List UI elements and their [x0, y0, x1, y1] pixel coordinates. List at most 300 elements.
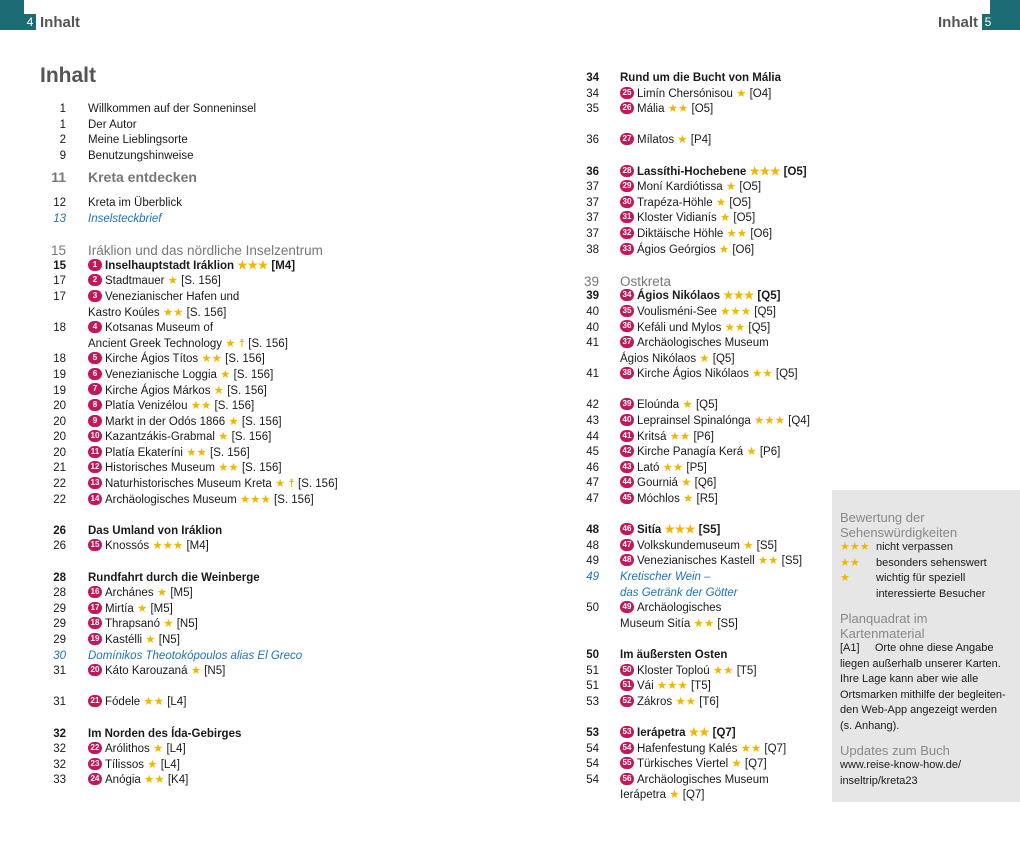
- map-reference: [Q7]: [744, 758, 767, 771]
- toc-entry[interactable]: [40, 633, 460, 649]
- star-icon: ★★: [726, 227, 748, 240]
- spacer: [574, 149, 824, 165]
- entry-title: Lassíthi-Hochebene: [637, 165, 747, 178]
- page-number: 41: [586, 368, 599, 381]
- entry-text: [620, 726, 736, 742]
- sight-number-badge: 30: [620, 196, 634, 208]
- toc-entry[interactable]: [574, 87, 824, 103]
- entry-title: Domínikos Theotokópoulos alias El Greco: [88, 649, 303, 662]
- toc-entry[interactable]: [574, 445, 824, 461]
- toc-entry[interactable]: [574, 773, 824, 789]
- entry-title: Ágios Nikólaos: [620, 352, 697, 365]
- entry-text: [88, 758, 180, 774]
- entry-title: Ostkreta: [620, 273, 672, 289]
- entry-text: [620, 274, 671, 290]
- star-icon: ★★★: [720, 305, 752, 318]
- page-number: 49: [586, 571, 599, 583]
- entry-title: Mália: [637, 103, 665, 116]
- entry-title: Moní Kardiótissa: [637, 181, 723, 194]
- entry-title: Türkisches Viertel: [637, 758, 729, 771]
- sight-number-badge: 54: [620, 742, 634, 754]
- sight-number-badge: 22: [88, 742, 102, 754]
- page-number: 54: [586, 742, 599, 755]
- entry-title: Museum Sitía: [620, 617, 691, 630]
- entry-text: [88, 727, 241, 743]
- page-number: 34: [586, 87, 599, 100]
- star-icon: ★★★: [656, 680, 688, 693]
- sight-number-badge: 56: [620, 773, 634, 785]
- entry-text: [88, 446, 250, 462]
- page-number: 29: [53, 634, 66, 646]
- star-icon: ★: [163, 618, 174, 631]
- map-reference: [K4]: [167, 774, 189, 787]
- toc-entry[interactable]: [40, 196, 460, 212]
- toc-entry[interactable]: [40, 586, 460, 602]
- star-icon: ★: [743, 539, 754, 552]
- star-icon: ★: [275, 478, 286, 491]
- map-reference: [P5]: [686, 461, 707, 474]
- toc-entry[interactable]: [574, 227, 824, 243]
- sight-number-badge: 21: [88, 695, 102, 707]
- spacer: [574, 258, 824, 274]
- toc-entry[interactable]: [574, 352, 824, 368]
- toc-entry[interactable]: [574, 742, 824, 758]
- plan-title: Planquadrat im Kartenmaterial: [840, 611, 928, 641]
- star-icon: ★★: [724, 321, 746, 334]
- star-icon: ★★: [190, 400, 212, 413]
- page-number: 28: [53, 587, 66, 600]
- page-number: 31: [53, 696, 66, 709]
- entry-title: Archäologisches Museum: [637, 773, 769, 786]
- entry-text: [88, 524, 222, 540]
- toc-entry[interactable]: [574, 601, 824, 617]
- toc-entry[interactable]: [40, 133, 460, 149]
- plan-line: Ihre Lage kann aber wie alle: [840, 673, 979, 685]
- entry-text: [88, 149, 194, 165]
- toc-entry[interactable]: [40, 617, 460, 633]
- map-reference: [O5]: [783, 165, 807, 178]
- page-number: 11: [51, 169, 66, 186]
- entry-title: Móchlos: [637, 493, 680, 506]
- entry-title: Anógia: [105, 774, 141, 787]
- entry-text: [620, 788, 704, 804]
- entry-text: [620, 211, 755, 227]
- toc-entry[interactable]: [574, 133, 824, 149]
- map-reference: [N5]: [204, 665, 226, 678]
- toc-entry[interactable]: [574, 211, 824, 227]
- entry-title: Limín Chersónisou: [637, 87, 733, 100]
- entry-text: [88, 243, 323, 259]
- map-reference: [S. 156]: [210, 446, 250, 459]
- page-number: 28: [53, 571, 66, 584]
- map-reference: [S. 156]: [241, 462, 282, 475]
- updates-link[interactable]: www.reise-know-how.de/: [840, 759, 962, 771]
- page-number: 34: [586, 72, 599, 84]
- entry-text: [620, 430, 714, 446]
- toc-entry[interactable]: [40, 649, 460, 665]
- sight-number-badge: 4: [88, 321, 102, 333]
- toc-entry[interactable]: [40, 524, 460, 540]
- entry-text: [88, 602, 173, 618]
- toc-entry[interactable]: [40, 430, 460, 446]
- entry-title: Das Umland von Iráklion: [88, 524, 223, 537]
- toc-entry[interactable]: [574, 180, 824, 196]
- entry-text: [88, 384, 267, 400]
- entry-text: [620, 757, 767, 773]
- map-reference: [O5]: [729, 196, 752, 209]
- toc-entry[interactable]: [574, 554, 824, 570]
- page-number: 37: [586, 196, 599, 209]
- updates-link[interactable]: inseltrip/kreta23: [840, 774, 918, 787]
- map-reference: [O5]: [691, 103, 714, 116]
- toc-entry[interactable]: [574, 664, 824, 680]
- toc-entry[interactable]: [40, 164, 460, 190]
- toc-entry[interactable]: [40, 384, 460, 400]
- toc-entry[interactable]: [40, 415, 460, 431]
- toc-entry[interactable]: [574, 289, 824, 305]
- map-reference: [O6]: [732, 243, 755, 256]
- toc-entry[interactable]: [40, 571, 460, 587]
- star-icon: ★★: [144, 774, 165, 787]
- star-icon: ★: [746, 446, 757, 459]
- toc-entry[interactable]: [574, 476, 824, 492]
- star-icon: ★: [145, 634, 156, 646]
- entry-title: Kirche Panagía Kerá: [637, 446, 744, 459]
- entry-title: Kirche Ágios Títos: [105, 353, 199, 366]
- entry-text: [88, 477, 338, 493]
- toc-entry[interactable]: [40, 212, 460, 228]
- rating-title-line-1: Bewertung der: [840, 510, 925, 525]
- sight-number-badge: 46: [620, 523, 634, 535]
- plan-line: (s. Anhang).: [840, 719, 900, 732]
- sight-number-badge: 53: [620, 726, 634, 738]
- toc-entry[interactable]: [40, 695, 460, 711]
- entry-title: Kretischer Wein –: [620, 571, 711, 583]
- toc-entry[interactable]: [40, 664, 460, 680]
- map-reference: [T5]: [736, 664, 757, 677]
- star-icon: ★★: [757, 555, 779, 568]
- star-icon: ★★: [675, 695, 696, 708]
- entry-text: [620, 523, 720, 539]
- rating-label: wichtig für speziell: [876, 572, 966, 584]
- sight-number-badge: 28: [620, 165, 634, 177]
- page-number: 40: [586, 305, 599, 318]
- toc-entry[interactable]: [574, 196, 824, 212]
- page-number: 22: [53, 493, 66, 506]
- sight-number-badge: 47: [620, 539, 634, 551]
- spacer: [40, 555, 460, 571]
- entry-text: [620, 71, 781, 87]
- toc-entry[interactable]: [574, 648, 824, 664]
- page-number: 50: [586, 648, 599, 661]
- sight-number-badge: 1: [88, 259, 102, 271]
- entry-text: [620, 664, 757, 680]
- star-icon: ★★★: [237, 259, 269, 272]
- entry-text: [88, 133, 188, 149]
- sight-number-badge: 34: [620, 289, 634, 301]
- toc-entry[interactable]: [40, 446, 460, 462]
- toc-entry[interactable]: [574, 679, 824, 695]
- entry-text: [88, 102, 256, 118]
- toc-entry[interactable]: [40, 742, 460, 758]
- toc-entry[interactable]: [40, 461, 460, 477]
- entry-title: Archäologisches Museum: [637, 337, 769, 350]
- toc-entry[interactable]: [574, 523, 824, 539]
- map-reference: [S5]: [698, 524, 721, 537]
- rating-row: [840, 571, 1012, 587]
- entry-title: Kreta im Überblick: [88, 197, 182, 210]
- entry-title: Inselhauptstadt Iráklion: [105, 259, 235, 272]
- page-number: 26: [53, 524, 66, 537]
- map-reference: [N5]: [176, 618, 198, 631]
- toc-entry[interactable]: [40, 399, 460, 415]
- entry-title: Mílatos: [637, 134, 675, 147]
- entry-text: [88, 586, 193, 602]
- entry-title: Zákros: [637, 695, 673, 708]
- entry-title: Volkskundemuseum: [637, 539, 740, 552]
- sight-number-badge: 50: [620, 664, 634, 676]
- toc-entry[interactable]: [574, 539, 824, 555]
- entry-text: [620, 102, 713, 118]
- entry-title: Der Autor: [88, 118, 137, 131]
- toc-entry[interactable]: [574, 336, 824, 352]
- star-icon: ★★: [752, 368, 773, 381]
- rating-label: besonders sehenswert: [876, 556, 987, 569]
- star-icon: ★★: [201, 353, 222, 366]
- page-number: 54: [586, 758, 599, 771]
- entry-title: Eloúnda: [637, 399, 680, 412]
- sight-number-badge: 29: [620, 180, 634, 192]
- entry-title: Káto Karouzaná: [105, 665, 188, 678]
- star-icon: ★: [218, 431, 229, 444]
- map-reference: [Q5]: [757, 290, 781, 303]
- entry-text: [620, 227, 772, 243]
- star-icon: ★: [213, 384, 224, 397]
- toc-entry[interactable]: [574, 617, 824, 633]
- sight-number-badge: 40: [620, 414, 634, 426]
- map-reference: [O5]: [739, 181, 762, 194]
- page-number: 37: [586, 212, 599, 225]
- map-reference: [T5]: [690, 680, 711, 693]
- toc-entry[interactable]: [40, 321, 460, 337]
- toc-entry[interactable]: [574, 243, 824, 259]
- page-number: 15: [50, 243, 66, 259]
- map-reference: [Q4]: [788, 415, 810, 428]
- sight-number-badge: 37: [620, 336, 634, 348]
- toc-entry[interactable]: [40, 477, 460, 493]
- toc-entry[interactable]: [574, 570, 824, 586]
- page-number: 18: [53, 322, 66, 335]
- entry-text: [620, 586, 738, 602]
- entry-title: Inselsteckbrief: [88, 212, 162, 225]
- toc-entry[interactable]: [574, 726, 824, 742]
- sight-number-badge: 55: [620, 757, 634, 769]
- plan-line: Ortsmarken mithilfe der begleiten-: [840, 688, 1006, 701]
- star-icon: ★★★: [664, 524, 696, 537]
- toc-entry[interactable]: [40, 337, 460, 353]
- sight-number-badge: 49: [620, 601, 634, 613]
- toc-entry[interactable]: [574, 274, 824, 290]
- entry-text: [620, 305, 776, 321]
- toc-entry[interactable]: [40, 368, 460, 384]
- spacer: [574, 118, 824, 134]
- toc-entry[interactable]: [574, 430, 824, 446]
- sight-number-badge: 11: [88, 446, 102, 458]
- entry-text: [620, 773, 769, 789]
- toc-entry[interactable]: [40, 602, 460, 618]
- family-icon: ☨: [238, 337, 246, 350]
- entry-text: [88, 571, 260, 587]
- plan-line: [A1] Orte ohne diese Angabe: [840, 642, 994, 654]
- page-number: 51: [586, 664, 599, 677]
- sight-number-badge: 5: [88, 352, 102, 364]
- entry-text: [620, 336, 769, 352]
- star-icon: ★★: [712, 664, 734, 677]
- entry-title: Trapéza-Höhle: [637, 196, 713, 209]
- page-number: 43: [586, 415, 599, 428]
- toc-entry[interactable]: [574, 492, 824, 508]
- page-number: 1: [59, 118, 66, 131]
- entry-title: Mirtía: [105, 602, 134, 615]
- toc-entry[interactable]: [40, 306, 460, 322]
- sight-number-badge: 24: [88, 773, 102, 785]
- page-number: 20: [53, 431, 66, 444]
- spacer: [574, 710, 824, 726]
- toc-entry[interactable]: [40, 118, 460, 134]
- page-number: 22: [53, 478, 66, 491]
- star-icon: ★★: [162, 306, 184, 319]
- entry-title: Archäologisches Museum: [105, 493, 237, 506]
- map-reference: [Q5]: [748, 321, 771, 334]
- star-icon: ★★: [740, 742, 762, 755]
- toc-entry[interactable]: [574, 321, 824, 337]
- toc-entry[interactable]: [40, 727, 460, 743]
- entry-title: Platía Venizélou: [105, 400, 188, 413]
- sight-number-badge: 39: [620, 398, 634, 410]
- entry-text: [620, 742, 786, 758]
- entry-text: [620, 352, 735, 368]
- page-number: 19: [53, 368, 66, 381]
- star-icon: ★★: [688, 726, 710, 739]
- map-reference: [P6]: [693, 430, 714, 443]
- page-number: 48: [586, 524, 599, 537]
- toc-entry[interactable]: [40, 290, 460, 306]
- sight-number-badge: 33: [620, 243, 634, 255]
- toc-entry[interactable]: [574, 305, 824, 321]
- star-icon: ★★: [218, 462, 239, 475]
- toc-entry[interactable]: [574, 757, 824, 773]
- map-reference: [M5]: [150, 602, 173, 615]
- entry-title: Hafenfestung Kalés: [637, 742, 738, 755]
- rating-row: [840, 556, 1012, 572]
- page-number: 44: [586, 430, 599, 443]
- right-page-tab: [990, 0, 1020, 30]
- entry-title: Iráklion und das nördliche Inselzentrum: [88, 243, 323, 259]
- sight-number-badge: 52: [620, 695, 634, 707]
- entry-text: [620, 243, 754, 259]
- spacer: [40, 228, 460, 244]
- toc-entry[interactable]: [40, 259, 460, 275]
- toc-entry[interactable]: [40, 243, 460, 259]
- entry-text: [88, 493, 314, 509]
- entry-text: [88, 415, 282, 431]
- page-number: 47: [586, 477, 599, 490]
- entry-title: Tílissos: [105, 758, 144, 771]
- toc-entry[interactable]: [574, 414, 824, 430]
- toc-entry[interactable]: [40, 274, 460, 290]
- sight-number-badge: 3: [88, 290, 102, 302]
- entry-text: [620, 695, 719, 711]
- star-icon: ★: [136, 602, 148, 615]
- page-number: 41: [586, 337, 599, 350]
- plan-line: den Web-App angezeigt werden: [840, 704, 997, 716]
- toc-entry[interactable]: [40, 352, 460, 368]
- entry-title: Kefáli und Mylos: [637, 321, 722, 334]
- toc-entry[interactable]: [574, 165, 824, 181]
- entry-title: Kotsanas Museum of: [105, 322, 214, 335]
- toc-entry[interactable]: [574, 788, 824, 804]
- map-reference: [S. 156]: [298, 478, 338, 491]
- family-icon: ☨: [288, 478, 295, 491]
- toc-entry[interactable]: [574, 367, 824, 383]
- toc-entry[interactable]: [40, 493, 460, 509]
- toc-entry[interactable]: [574, 586, 824, 602]
- sight-number-badge: 10: [88, 430, 102, 442]
- sight-number-badge: 44: [620, 476, 634, 488]
- map-reference: [L4]: [166, 743, 186, 756]
- toc-entry[interactable]: [574, 398, 824, 414]
- toc-entry[interactable]: [40, 102, 460, 118]
- map-reference: [S. 156]: [227, 384, 267, 397]
- entry-title: Ágios Geórgios: [637, 243, 716, 256]
- map-reference: [Q5]: [712, 352, 735, 365]
- entry-title: Knossós: [105, 540, 150, 553]
- sight-number-badge: 7: [88, 383, 102, 395]
- entry-title: Kloster Toploú: [637, 664, 710, 677]
- toc-entry[interactable]: [40, 773, 460, 789]
- star-icon: ★: [152, 743, 164, 756]
- star-icon: ★★: [667, 103, 689, 116]
- entry-title: Kloster Vidianís: [637, 212, 717, 225]
- map-reference: [Q5]: [754, 305, 776, 318]
- entry-title: Diktäische Höhle: [637, 227, 724, 240]
- toc-entry[interactable]: [40, 758, 460, 774]
- entry-text: [620, 492, 718, 508]
- sight-number-badge: 45: [620, 492, 634, 504]
- toc-entry[interactable]: [40, 149, 460, 165]
- star-icon: ★★★: [840, 541, 870, 553]
- star-icon: ★: [228, 415, 239, 428]
- toc-entry[interactable]: [574, 695, 824, 711]
- toc-entry[interactable]: [574, 71, 824, 87]
- entry-text: [620, 414, 810, 430]
- star-icon: ★: [225, 337, 236, 350]
- page-number: 47: [586, 493, 599, 506]
- page-number: 48: [586, 539, 599, 552]
- toc-entry[interactable]: [574, 461, 824, 477]
- page-title: Inhalt: [40, 64, 96, 87]
- sight-number-badge: 19: [88, 633, 102, 645]
- page-number: 32: [53, 727, 66, 740]
- map-reference: [S. 156]: [248, 337, 288, 350]
- page-number: 54: [586, 773, 599, 786]
- page-number: 37: [586, 181, 599, 194]
- toc-entry[interactable]: [574, 102, 824, 118]
- entry-text: [620, 398, 718, 414]
- star-icon: ★: [725, 181, 737, 194]
- entry-text: [88, 290, 239, 306]
- toc-entry[interactable]: [40, 539, 460, 555]
